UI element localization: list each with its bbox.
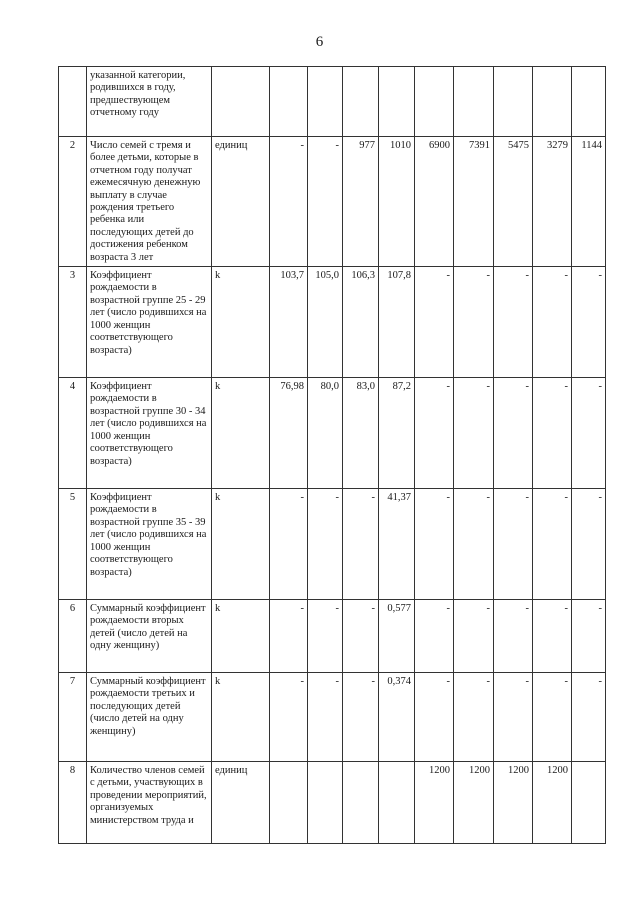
value-cell — [270, 762, 308, 844]
value-cell: 977 — [343, 137, 379, 267]
value-cell: - — [415, 267, 454, 378]
row-number: 4 — [59, 378, 87, 489]
row-number: 2 — [59, 137, 87, 267]
value-cell — [343, 762, 379, 844]
value-cell: - — [270, 489, 308, 600]
value-cell: - — [494, 673, 533, 762]
row-number: 7 — [59, 673, 87, 762]
value-cell: - — [494, 267, 533, 378]
value-cell — [308, 762, 343, 844]
value-cell: - — [572, 267, 606, 378]
value-cell: 0,374 — [379, 673, 415, 762]
value-cell — [454, 67, 494, 137]
row-number — [59, 67, 87, 137]
value-cell: - — [415, 489, 454, 600]
value-cell: 1010 — [379, 137, 415, 267]
indicator-description: Количество членов семей с детьми, участвующих в проведении мероприятий, организуемых министерством труда и — [87, 762, 212, 844]
value-cell: - — [454, 489, 494, 600]
value-cell: 83,0 — [343, 378, 379, 489]
unit-of-measure: k — [212, 378, 270, 489]
value-cell: - — [494, 600, 533, 673]
value-cell: - — [533, 267, 572, 378]
value-cell: 107,8 — [379, 267, 415, 378]
value-cell: - — [572, 600, 606, 673]
value-cell: 87,2 — [379, 378, 415, 489]
value-cell: - — [494, 489, 533, 600]
row-number: 6 — [59, 600, 87, 673]
value-cell: - — [308, 600, 343, 673]
value-cell: - — [533, 600, 572, 673]
value-cell — [379, 762, 415, 844]
value-cell — [379, 67, 415, 137]
value-cell: - — [343, 673, 379, 762]
value-cell: - — [343, 600, 379, 673]
value-cell: - — [308, 137, 343, 267]
indicator-description: Число семей с тремя и более детьми, которые в отчетном году получат ежемесячную денежную выплату в случае рождения третьего ребенка или последующих детей до достижения ребенком возраста 3 лет — [87, 137, 212, 267]
indicator-description: Суммарный коэффициент рождаемости третьих и последующих детей (число детей на одну женщину) — [87, 673, 212, 762]
table-row — [59, 378, 606, 489]
indicator-description: Коэффициент рождаемости в возрастной группе 35 - 39 лет (число родившихся на 1000 женщин соответствующего возраста) — [87, 489, 212, 600]
value-cell: - — [533, 673, 572, 762]
unit-of-measure: k — [212, 673, 270, 762]
table-row — [59, 489, 606, 600]
unit-of-measure: k — [212, 489, 270, 600]
table-row — [59, 67, 606, 137]
table-row — [59, 600, 606, 673]
table-row — [59, 137, 606, 267]
value-cell — [343, 67, 379, 137]
value-cell: - — [415, 378, 454, 489]
row-number: 8 — [59, 762, 87, 844]
table-row — [59, 762, 606, 844]
value-cell: 80,0 — [308, 378, 343, 489]
value-cell — [308, 67, 343, 137]
value-cell: - — [454, 267, 494, 378]
unit-of-measure: единиц — [212, 762, 270, 844]
value-cell: 106,3 — [343, 267, 379, 378]
value-cell: - — [572, 489, 606, 600]
value-cell: 1200 — [415, 762, 454, 844]
value-cell — [270, 67, 308, 137]
value-cell: 41,37 — [379, 489, 415, 600]
value-cell: - — [270, 600, 308, 673]
value-cell: 5475 — [494, 137, 533, 267]
indicator-description: Коэффициент рождаемости в возрастной группе 25 - 29 лет (число родившихся на 1000 женщин соответствующего возраста) — [87, 267, 212, 378]
value-cell: - — [270, 137, 308, 267]
value-cell — [533, 67, 572, 137]
page-number: 6 — [315, 34, 324, 50]
value-cell — [572, 67, 606, 137]
value-cell: 1200 — [494, 762, 533, 844]
value-cell: - — [270, 673, 308, 762]
indicator-description: Коэффициент рождаемости в возрастной группе 30 - 34 лет (число родившихся на 1000 женщин соответствующего возраста) — [87, 378, 212, 489]
value-cell: - — [533, 489, 572, 600]
value-cell: 1144 — [572, 137, 606, 267]
value-cell: 105,0 — [308, 267, 343, 378]
value-cell: - — [454, 600, 494, 673]
value-cell: - — [572, 673, 606, 762]
value-cell: - — [415, 673, 454, 762]
value-cell: 103,7 — [270, 267, 308, 378]
value-cell: - — [343, 489, 379, 600]
value-cell: 3279 — [533, 137, 572, 267]
value-cell: 0,577 — [379, 600, 415, 673]
indicators-table — [58, 66, 606, 844]
value-cell: - — [494, 378, 533, 489]
table-row — [59, 267, 606, 378]
value-cell — [572, 762, 606, 844]
row-number: 5 — [59, 489, 87, 600]
value-cell: - — [454, 378, 494, 489]
value-cell: - — [572, 378, 606, 489]
value-cell: - — [308, 673, 343, 762]
value-cell — [494, 67, 533, 137]
unit-of-measure: k — [212, 267, 270, 378]
table-row — [59, 673, 606, 762]
value-cell: 1200 — [454, 762, 494, 844]
unit-of-measure: единиц — [212, 137, 270, 267]
value-cell: 1200 — [533, 762, 572, 844]
value-cell: 6900 — [415, 137, 454, 267]
indicator-description: указанной категории, родившихся в году, предшествующем отчетному году — [87, 67, 212, 137]
value-cell: - — [533, 378, 572, 489]
row-number: 3 — [59, 267, 87, 378]
unit-of-measure: k — [212, 600, 270, 673]
value-cell: - — [415, 600, 454, 673]
value-cell — [415, 67, 454, 137]
value-cell: 76,98 — [270, 378, 308, 489]
indicator-description: Суммарный коэффициент рождаемости вторых детей (число детей на одну женщину) — [87, 600, 212, 673]
unit-of-measure — [212, 67, 270, 137]
value-cell: - — [454, 673, 494, 762]
value-cell: 7391 — [454, 137, 494, 267]
value-cell: - — [308, 489, 343, 600]
